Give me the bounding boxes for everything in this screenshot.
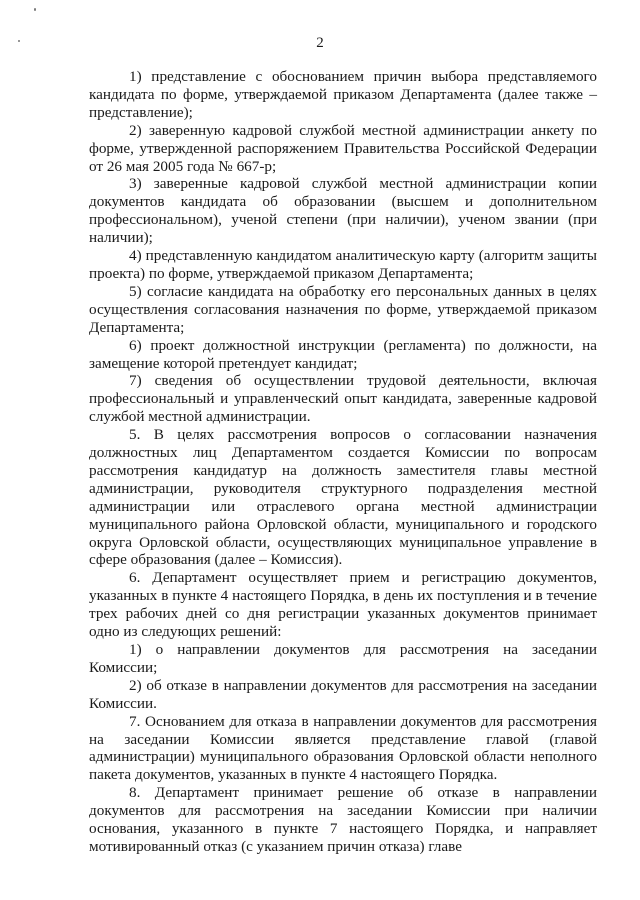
section-7-refusal-grounds: 7. Основанием для отказа в направлении документов для рассмотрения на заседании Комиссии является представление главой (главой администрации) муниципального образования Орловской области неполного пакета документов, указанных в пункте 4 настоящего Порядка. xyxy=(89,712,597,784)
list-item-7-work-history: 7) сведения об осуществлении трудовой деятельности, включая профессиональный и управленческий опыт кандидата, заверенные кадровой службой местной администрации. xyxy=(89,372,597,426)
list-item-4-analytic-card: 4) представленную кандидатом аналитическую карту (алгоритм защиты проекта) по форме, утверждаемой приказом Департамента; xyxy=(89,247,597,282)
list-item-6-job-description: 6) проект должностной инструкции (регламента) по должности, на замещение которой претендует кандидат; xyxy=(89,336,597,372)
section-6-registration: 6. Департамент осуществляет прием и регистрацию документов, указанных в пункте 4 настоящего Порядка, в день их поступления и в течение трех рабочих дней со дня регистрации указанных документов принимает одно из следующих решений: xyxy=(89,569,597,641)
document-body xyxy=(89,68,597,856)
list-item-3-education-copies: 3) заверенные кадровой службой местной администрации копии документов кандидата об образовании (высшем и дополнительном профессиональном), ученой степени (при наличии), ученом звании (при наличии); xyxy=(89,175,597,247)
decision-option-2: 2) об отказе в направлении документов для рассмотрения на заседании Комиссии. xyxy=(89,676,597,712)
decision-option-1: 1) о направлении документов для рассмотрения на заседании Комиссии; xyxy=(89,641,597,676)
list-item-5-data-consent: 5) согласие кандидата на обработку его персональных данных в целях осуществления согласования назначения по форме, утверждаемой приказом Департамента; xyxy=(89,282,597,336)
page-number: 2 xyxy=(316,35,324,51)
list-item-1-representation: 1) представление с обоснованием причин выбора представляемого кандидата по форме, утверждаемой приказом Департамента (далее также – представление); xyxy=(89,68,597,121)
list-item-2-questionnaire: 2) заверенную кадровой службой местной администрации анкету по форме, утвержденной распоряжением Правительства Российской Федерации от 26 мая 2005 года № 667-р; xyxy=(89,121,597,175)
section-8-refusal-decision: 8. Департамент принимает решение об отказе в направлении документов для рассмотрения на заседании Комиссии при наличии основания, указанного в пункте 7 настоящего Порядка, и направляет мотивированный отказ (с указанием причин отказа) главе xyxy=(89,784,597,855)
scan-speck xyxy=(34,8,36,11)
section-5-commission: 5. В целях рассмотрения вопросов о согласовании назначения должностных лиц Департаментом создается Комиссии по вопросам рассмотрения кандидатур на должность заместителя главы местной администрации, руководителя структурного подразделения местной администрации или отраслевого органа местной администрации муниципального района Орловской области, муниципального и городского округа Орловской области, осуществляющих муниципальное управление в сфере образования (далее – Комиссия). xyxy=(89,426,597,569)
